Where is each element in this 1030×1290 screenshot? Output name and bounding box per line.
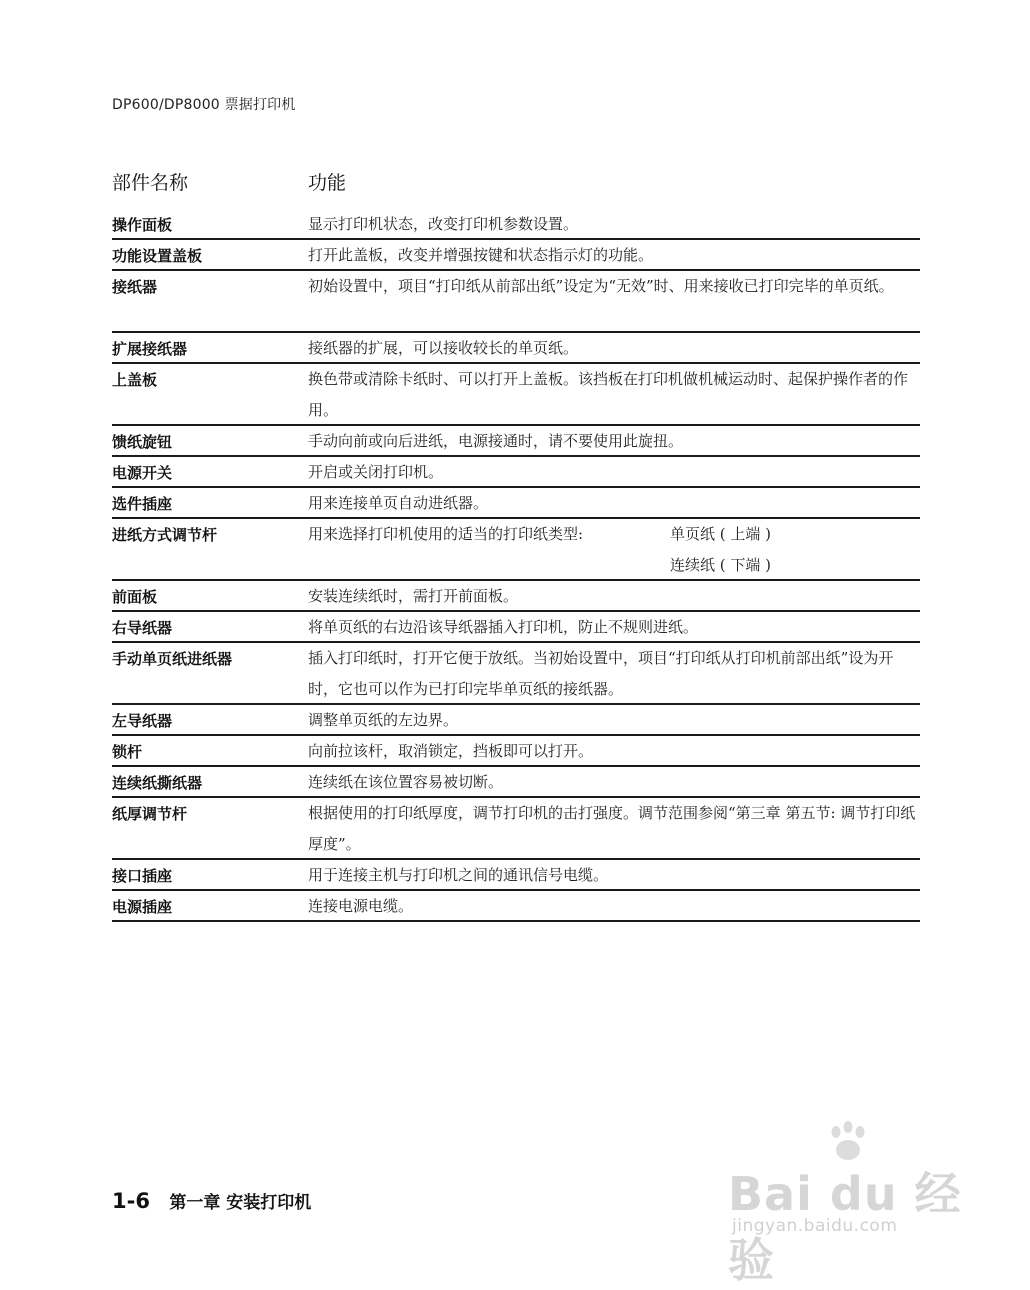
part-name: 上盖板 (112, 371, 158, 389)
baidu-watermark (728, 1120, 968, 1287)
part-name: 左导纸器 (112, 712, 173, 730)
table-row (112, 271, 920, 333)
parts-table (112, 209, 920, 922)
part-function: 换色带或清除卡纸时、可以打开上盖板。该挡板在打印机做机械运动时、起保护操作者的作用。 (308, 370, 909, 419)
part-function: 安装连续纸时，需打开前面板。 (308, 587, 519, 605)
part-function: 手动向前或向后进纸，电源接通时，请不要使用此旋扭。 (308, 432, 684, 450)
part-function: 将单页纸的右边沿该导纸器插入打印机，防止不规则进纸。 (308, 618, 699, 636)
running-header: DP600/DP8000 票据打印机 (112, 97, 296, 113)
table-row (112, 612, 920, 643)
table-row (112, 457, 920, 488)
table-row (112, 426, 920, 457)
part-name: 接口插座 (112, 867, 173, 885)
table-row (112, 798, 920, 860)
table-row (112, 240, 920, 271)
part-name: 连续纸撕纸器 (112, 774, 203, 792)
table-row (112, 860, 920, 891)
paper-option-continuous: 连续纸 ( 下端 ) (670, 556, 772, 574)
part-name: 馈纸旋钮 (112, 433, 173, 451)
part-name: 选件插座 (112, 495, 173, 513)
table-row (112, 767, 920, 798)
part-name: 进纸方式调节杆 (112, 526, 218, 544)
part-name: 右导纸器 (112, 619, 173, 637)
table-row (112, 519, 920, 581)
part-name: 电源开关 (112, 464, 173, 482)
part-name: 前面板 (112, 588, 158, 606)
part-function: 接纸器的扩展，可以接收较长的单页纸。 (308, 339, 579, 357)
part-function: 调整单页纸的左边界。 (308, 711, 459, 729)
watermark-url: jingyan.baidu.com (732, 1216, 898, 1236)
table-row (112, 364, 920, 426)
part-name: 操作面板 (112, 216, 173, 234)
part-function: 打开此盖板，改变并增强按键和状态指示灯的功能。 (308, 246, 654, 264)
part-name: 纸厚调节杆 (112, 805, 188, 823)
page-number: 1-6 (112, 1189, 150, 1213)
part-function: 连续纸在该位置容易被切断。 (308, 773, 504, 791)
part-function: 初始设置中，项目“打印纸从前部出纸”设定为“无效”时、用来接收已打印完毕的单页纸。 (308, 277, 894, 295)
part-function: 开启或关闭打印机。 (308, 463, 444, 481)
table-row (112, 891, 920, 922)
table-row (112, 705, 920, 736)
part-function: 用于连接主机与打印机之间的通讯信号电缆。 (308, 866, 609, 884)
part-name: 扩展接纸器 (112, 340, 188, 358)
paper-option-cut-sheet: 单页纸 ( 上端 ) (670, 525, 772, 543)
column-header-function: 功能 (308, 172, 347, 194)
part-function: 向前拉该杆，取消锁定，挡板即可以打开。 (308, 742, 594, 760)
table-row (112, 643, 920, 705)
table-row (112, 736, 920, 767)
watermark-brand: Bai du 经验 (728, 1167, 962, 1287)
part-function (308, 519, 920, 574)
table-row (112, 581, 920, 612)
part-name: 手动单页纸进纸器 (112, 650, 233, 668)
part-name: 接纸器 (112, 278, 158, 296)
column-header-part: 部件名称 (112, 172, 189, 194)
part-function: 根据使用的打印纸厚度，调节打印机的击打强度。调节范围参阅“第三章 第五节: 调节打印纸厚度”。 (308, 804, 916, 853)
part-name: 电源插座 (112, 898, 173, 916)
part-function: 显示打印机状态，改变打印机参数设置。 (308, 215, 579, 233)
part-function: 连接电源电缆。 (308, 897, 414, 915)
part-function: 用来连接单页自动进纸器。 (308, 494, 489, 512)
table-row (112, 209, 920, 240)
chapter-title: 第一章 安装打印机 (169, 1193, 312, 1213)
page-footer (112, 1188, 311, 1213)
part-name: 功能设置盖板 (112, 247, 203, 265)
part-name: 锁杆 (112, 743, 143, 761)
table-row (112, 333, 920, 364)
function-text: 用来选择打印机使用的适当的打印纸类型: (308, 525, 584, 543)
part-function: 插入打印纸时，打开它便于放纸。当初始设置中，项目“打印纸从打印机前部出纸”设为开时，它也可以作为已打印完毕单页纸的接纸器。 (308, 649, 894, 698)
table-row (112, 488, 920, 519)
column-headers (112, 166, 920, 202)
